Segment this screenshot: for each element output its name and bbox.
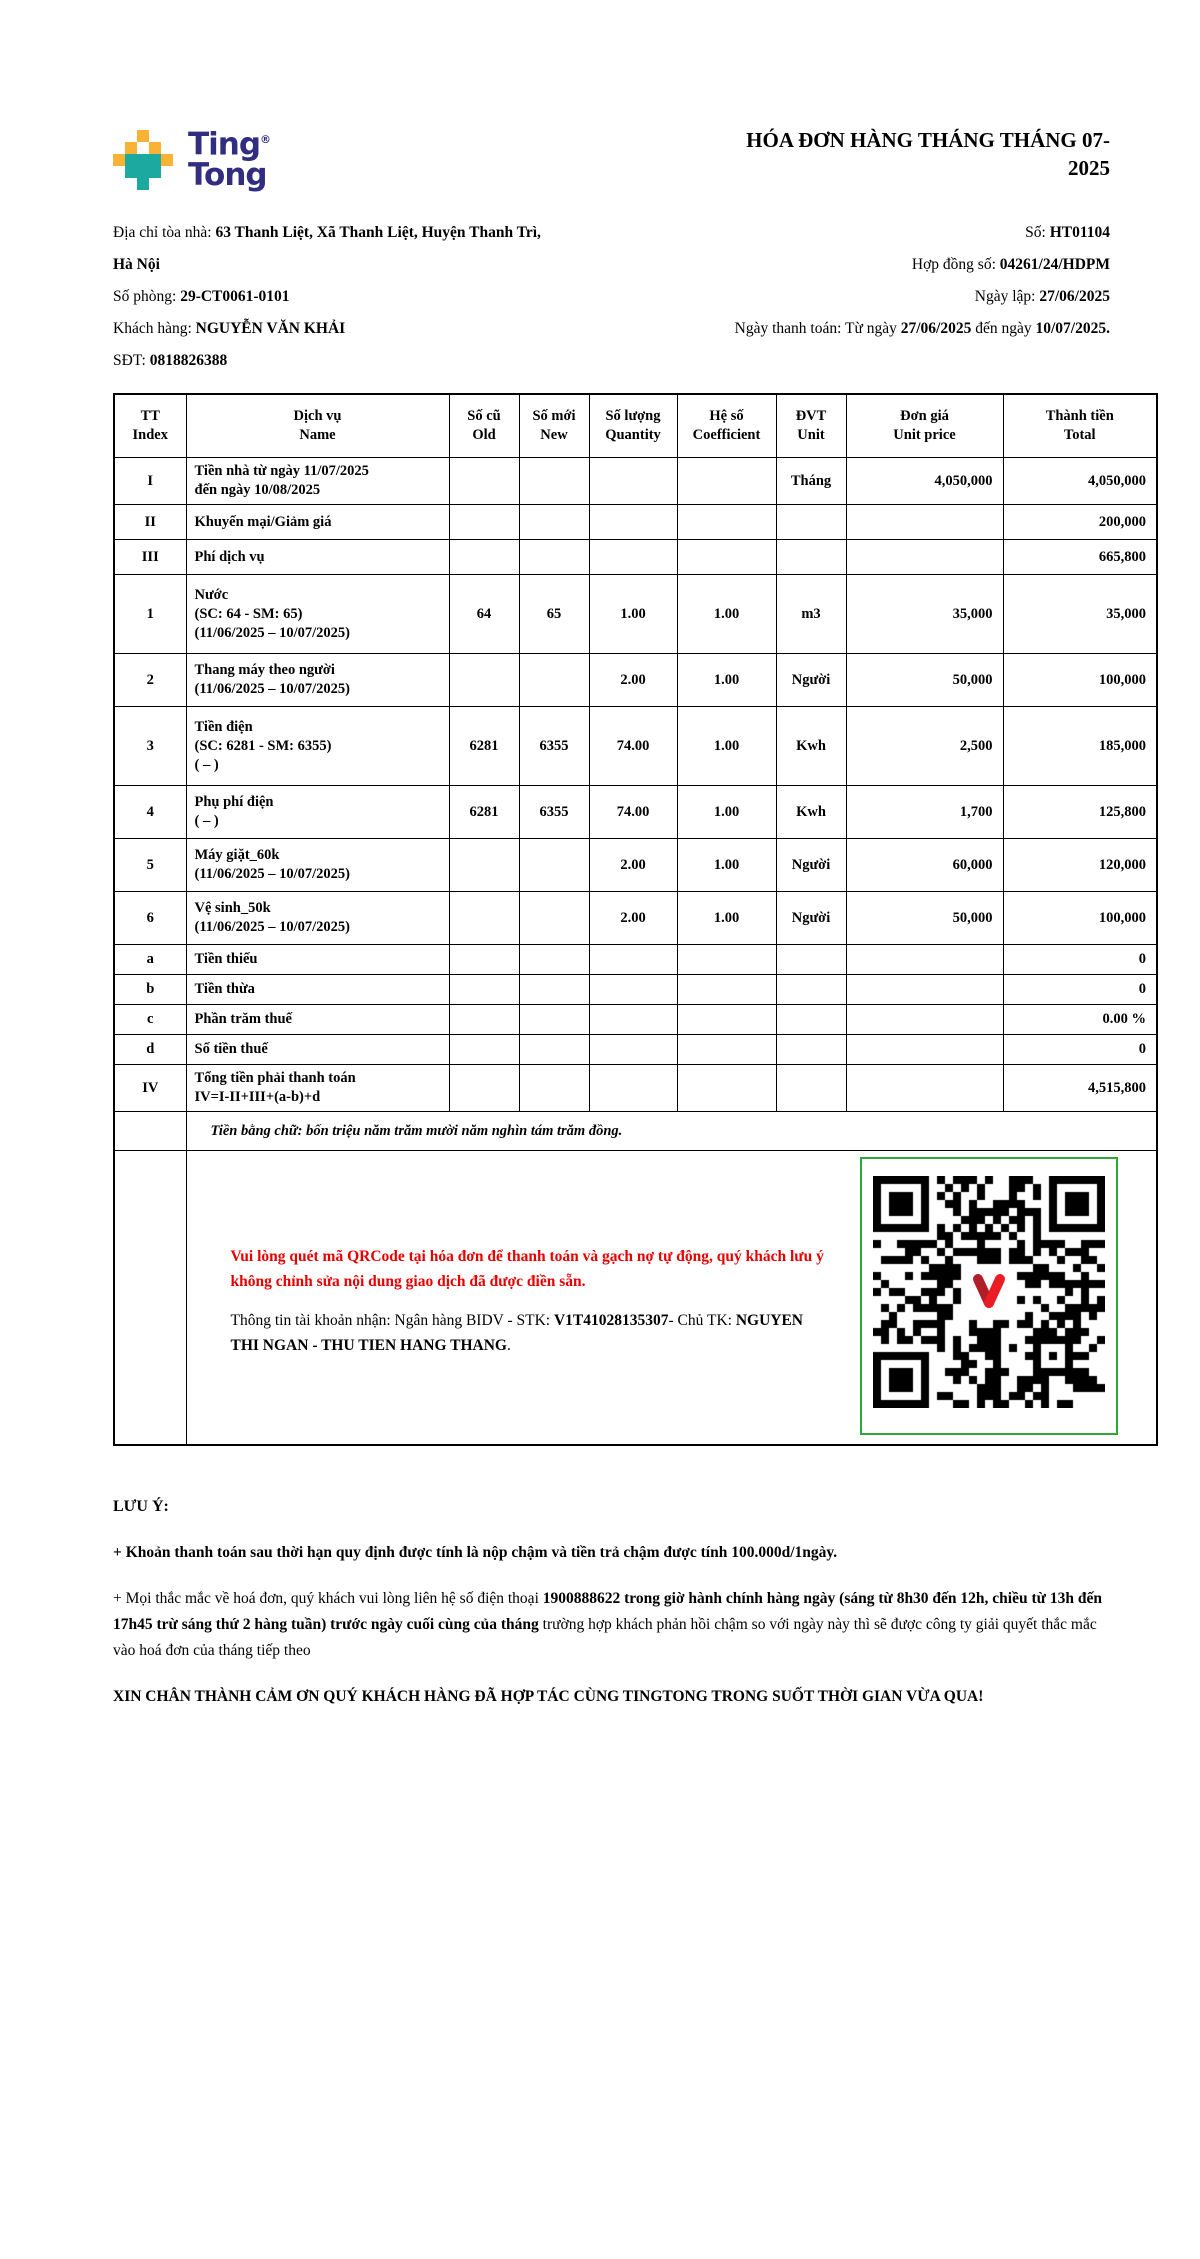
cell-unit: m3: [776, 575, 846, 654]
cell-coefficient: [677, 540, 776, 575]
invoice-title-line2: 2025: [1068, 156, 1110, 180]
cell-old-reading: [449, 1065, 519, 1112]
table-row: [114, 975, 1157, 1005]
qr-code-box: [860, 1157, 1118, 1435]
cell-index: 6: [114, 892, 186, 945]
cell-unit: Tháng: [776, 458, 846, 505]
table-header-cell: ĐVT Unit: [776, 394, 846, 458]
amount-in-words: Tiền bằng chữ: bốn triệu năm trăm mười năm nghìn tám trăm đồng.: [186, 1112, 1157, 1151]
cell-quantity: [589, 975, 677, 1005]
cell-old-reading: [449, 540, 519, 575]
invoice-meta: [113, 217, 1110, 377]
late-payment-note: + Khoản thanh toán sau thời hạn quy định được tính là nộp chậm và tiền trả chậm được tính 100.000d/1ngày.: [113, 1544, 838, 1562]
cell-new-reading: [519, 892, 589, 945]
cell-total: 120,000: [1003, 839, 1157, 892]
hotline-number: 1900888622: [542, 1590, 621, 1608]
invoice-numbers: [603, 217, 1110, 377]
cell-unit: Người: [776, 892, 846, 945]
cell-unit: [776, 1005, 846, 1035]
cell-index: b: [114, 975, 186, 1005]
cell-unit-price: 1,700: [846, 786, 1003, 839]
contract-number: Hợp đồng số: 04261/24/HDPM: [911, 256, 1110, 274]
cell-total: 665,800: [1003, 540, 1157, 575]
logo-pixel: [161, 154, 173, 166]
cell-old-reading: [449, 654, 519, 707]
logo-pixel: [125, 142, 137, 154]
cell-new-reading: 65: [519, 575, 589, 654]
cell-unit-price: 35,000: [846, 575, 1003, 654]
cell-unit-price: 4,050,000: [846, 458, 1003, 505]
qr-row: [114, 1151, 1157, 1446]
cell-new-reading: [519, 945, 589, 975]
cell-old-reading: 6281: [449, 707, 519, 786]
cell-old-reading: [449, 945, 519, 975]
table-row: [114, 654, 1157, 707]
logo-word-1: Ting: [188, 126, 261, 163]
cell-index: II: [114, 505, 186, 540]
cell-old-reading: 64: [449, 575, 519, 654]
cell-coefficient: 1.00: [677, 839, 776, 892]
table-header-cell: Số lượng Quantity: [589, 394, 677, 458]
customer-name: Khách hàng: NGUYỄN VĂN KHẢI: [113, 320, 346, 338]
cell-unit-price: 50,000: [846, 654, 1003, 707]
table-header-cell: Số cũ Old: [449, 394, 519, 458]
cell-total: 0.00 %: [1003, 1005, 1157, 1035]
table-row: [114, 505, 1157, 540]
cell-old-reading: [449, 505, 519, 540]
logo-pixel: [149, 142, 161, 154]
cell-unit: Kwh: [776, 707, 846, 786]
cell-total: 100,000: [1003, 654, 1157, 707]
cell-total: 125,800: [1003, 786, 1157, 839]
cell-coefficient: [677, 945, 776, 975]
cell-quantity: 2.00: [589, 839, 677, 892]
building-address-line2: Hà Nội: [113, 256, 160, 274]
cell-unit: [776, 540, 846, 575]
cell-new-reading: [519, 505, 589, 540]
payment-instructions: [187, 1151, 861, 1444]
cell-quantity: 74.00: [589, 707, 677, 786]
cell-unit-price: [846, 1065, 1003, 1112]
cell-coefficient: [677, 1065, 776, 1112]
cell-unit-price: 2,500: [846, 707, 1003, 786]
table-header-cell: TT Index: [114, 394, 186, 458]
cell-coefficient: 1.00: [677, 575, 776, 654]
cell-total: 100,000: [1003, 892, 1157, 945]
cell-unit: [776, 1065, 846, 1112]
customer-phone: SĐT: 0818826388: [113, 352, 228, 370]
cell-new-reading: [519, 1065, 589, 1112]
cell-unit-price: [846, 945, 1003, 975]
table-row: [114, 1005, 1157, 1035]
cell-index: 5: [114, 839, 186, 892]
cell-quantity: 2.00: [589, 654, 677, 707]
table-row: [114, 945, 1157, 975]
vietqr-v-icon: [963, 1266, 1015, 1318]
qr-warning-text: Vui lòng quét mã QRCode tại hóa đơn để thanh toán và gạch nợ tự động, quý khách lưu ý không chỉnh sửa nội dung giao dịch đã được điền sẵn.: [230, 1248, 824, 1291]
account-number: V1T41028135307: [553, 1312, 669, 1330]
cell-coefficient: [677, 505, 776, 540]
cell-new-reading: [519, 458, 589, 505]
cell-coefficient: 1.00: [677, 786, 776, 839]
cell-index: I: [114, 458, 186, 505]
cell-service-name: Phần trăm thuế: [186, 1005, 449, 1035]
cell-total: 185,000: [1003, 707, 1157, 786]
hotline-note: + Mọi thắc mắc về hoá đơn, quý khách vui lòng liên hệ số điện thoại 1900888622 trong giờ hành chính hàng ngày (sáng từ 8h30 đến 12h, chiều từ 13h đến 17h45 trừ sáng thứ 2 hàng tuần) trước ngày cuối cùng của tháng trường hợp khách phản hồi chậm so với ngày này thì sẽ được công ty giải quyết thắc mắc vào hoá đơn của tháng tiếp theo: [113, 1590, 1102, 1660]
cell-old-reading: [449, 458, 519, 505]
header: [113, 118, 1110, 194]
logo-pixel: [137, 130, 149, 142]
cell-service-name: Nước (SC: 64 - SM: 65) (11/06/2025 – 10/07/2025): [186, 575, 449, 654]
bank-account-info: Thông tin tài khoản nhận: Ngân hàng BIDV - STK: V1T41028135307- Chủ TK: NGUYEN THI NGAN - THU TIEN HANG THANG.: [230, 1312, 803, 1355]
cell-service-name: Tiền thiếu: [186, 945, 449, 975]
logo-pixel: [137, 178, 149, 190]
cell-service-name: Tiền nhà từ ngày 11/07/2025 đến ngày 10/08/2025: [186, 458, 449, 505]
empty-cell: [114, 1151, 186, 1446]
cell-index: 3: [114, 707, 186, 786]
cell-old-reading: 6281: [449, 786, 519, 839]
issue-date: Ngày lập: 27/06/2025: [974, 288, 1110, 306]
table-header-cell: Thành tiền Total: [1003, 394, 1157, 458]
building-address: Địa chỉ tòa nhà: 63 Thanh Liệt, Xã Thanh Liệt, Huyện Thanh Trì,: [113, 224, 541, 242]
cell-index: 4: [114, 786, 186, 839]
cell-total: 4,050,000: [1003, 458, 1157, 505]
tingtong-logo-icon: [113, 130, 173, 190]
cell-total: 0: [1003, 1035, 1157, 1065]
invoice-title-line1: HÓA ĐƠN HÀNG THÁNG THÁNG 07-: [746, 128, 1110, 152]
cell-index: III: [114, 540, 186, 575]
invoice-title: [670, 126, 1110, 182]
cell-coefficient: 1.00: [677, 707, 776, 786]
cell-new-reading: [519, 540, 589, 575]
registered-mark: ®: [260, 133, 272, 146]
cell-index: c: [114, 1005, 186, 1035]
cell-index: 1: [114, 575, 186, 654]
cell-index: 2: [114, 654, 186, 707]
tingtong-logo-text: [188, 124, 272, 194]
cell-quantity: [589, 1065, 677, 1112]
notes-heading: LƯU Ý:: [113, 1498, 169, 1516]
cell-service-name: Máy giặt_60k (11/06/2025 – 10/07/2025): [186, 839, 449, 892]
cell-old-reading: [449, 892, 519, 945]
cell-index: IV: [114, 1065, 186, 1112]
cell-new-reading: [519, 1035, 589, 1065]
cell-new-reading: [519, 975, 589, 1005]
table-row: [114, 707, 1157, 786]
cell-service-name: Tổng tiền phải thanh toán IV=I-II+III+(a-b)+d: [186, 1065, 449, 1112]
cell-new-reading: [519, 1005, 589, 1035]
amount-in-words-row: [114, 1112, 1157, 1151]
cell-new-reading: 6355: [519, 786, 589, 839]
thanks-message: XIN CHÂN THÀNH CẢM ƠN QUÝ KHÁCH HÀNG ĐÃ HỢP TÁC CÙNG TINGTONG TRONG SUỐT THỜI GIAN VỪA QUA!: [113, 1688, 984, 1706]
cell-old-reading: [449, 975, 519, 1005]
table-row: [114, 575, 1157, 654]
table-row: [114, 1035, 1157, 1065]
cell-quantity: 2.00: [589, 892, 677, 945]
cell-unit: Người: [776, 654, 846, 707]
cell-service-name: Khuyến mại/Giảm giá: [186, 505, 449, 540]
cell-quantity: [589, 458, 677, 505]
cell-old-reading: [449, 839, 519, 892]
logo-word-2: Tong: [188, 157, 267, 194]
cell-quantity: [589, 1035, 677, 1065]
cell-unit-price: [846, 1005, 1003, 1035]
cell-index: a: [114, 945, 186, 975]
cell-old-reading: [449, 1005, 519, 1035]
table-row: [114, 540, 1157, 575]
cell-unit: Người: [776, 839, 846, 892]
cell-total: 200,000: [1003, 505, 1157, 540]
cell-coefficient: 1.00: [677, 892, 776, 945]
cell-service-name: Tiền điện (SC: 6281 - SM: 6355) ( – ): [186, 707, 449, 786]
table-row: [114, 892, 1157, 945]
customer-info: [113, 217, 603, 377]
cell-unit-price: 60,000: [846, 839, 1003, 892]
cell-old-reading: [449, 1035, 519, 1065]
cell-coefficient: [677, 1005, 776, 1035]
cell-total: 0: [1003, 975, 1157, 1005]
cell-new-reading: [519, 654, 589, 707]
cell-quantity: [589, 1005, 677, 1035]
cell-quantity: 74.00: [589, 786, 677, 839]
cell-service-name: Tiền thừa: [186, 975, 449, 1005]
payment-period: Ngày thanh toán: Từ ngày 27/06/2025 đến ngày 10/07/2025.: [734, 320, 1110, 338]
room-number: Số phòng: 29-CT0061-0101: [113, 288, 290, 306]
cell-quantity: [589, 505, 677, 540]
table-row: [114, 1065, 1157, 1112]
table-row: [114, 839, 1157, 892]
table-header-cell: Số mới New: [519, 394, 589, 458]
account-holder: NGUYEN THI NGAN - THU TIEN HANG THANG: [230, 1312, 803, 1355]
cell-unit-price: [846, 540, 1003, 575]
cell-unit-price: [846, 975, 1003, 1005]
cell-unit: Kwh: [776, 786, 846, 839]
invoice-content: [113, 118, 1156, 1710]
footer-notes: [113, 1494, 1113, 1710]
table-row: [114, 458, 1157, 505]
cell-total: 4,515,800: [1003, 1065, 1157, 1112]
cell-coefficient: [677, 1035, 776, 1065]
cell-unit: [776, 945, 846, 975]
cell-new-reading: [519, 839, 589, 892]
cell-service-name: Vệ sinh_50k (11/06/2025 – 10/07/2025): [186, 892, 449, 945]
table-row: [114, 786, 1157, 839]
cell-coefficient: 1.00: [677, 654, 776, 707]
table-header-cell: Hệ số Coefficient: [677, 394, 776, 458]
logo-pixel: [125, 154, 161, 178]
cell-service-name: Phí dịch vụ: [186, 540, 449, 575]
cell-unit-price: [846, 505, 1003, 540]
invoice-number: Số: HT01104: [1025, 224, 1110, 242]
table-header-row: [114, 394, 1157, 458]
cell-coefficient: [677, 975, 776, 1005]
logo-pixel: [113, 154, 125, 166]
cell-new-reading: 6355: [519, 707, 589, 786]
cell-quantity: 1.00: [589, 575, 677, 654]
table-header-cell: Đơn giá Unit price: [846, 394, 1003, 458]
cell-unit: [776, 1035, 846, 1065]
cell-service-name: Thang máy theo người (11/06/2025 – 10/07/2025): [186, 654, 449, 707]
cell-total: 35,000: [1003, 575, 1157, 654]
cell-quantity: [589, 540, 677, 575]
cell-unit-price: [846, 1035, 1003, 1065]
cell-index: d: [114, 1035, 186, 1065]
table-header-cell: Dịch vụ Name: [186, 394, 449, 458]
empty-cell: [114, 1112, 186, 1151]
cell-unit-price: 50,000: [846, 892, 1003, 945]
cell-unit: [776, 505, 846, 540]
cell-unit: [776, 975, 846, 1005]
invoice-table: [113, 393, 1158, 1446]
cell-service-name: Số tiền thuế: [186, 1035, 449, 1065]
cell-total: 0: [1003, 945, 1157, 975]
cell-service-name: Phụ phí điện ( – ): [186, 786, 449, 839]
cell-quantity: [589, 945, 677, 975]
qr-payment-cell: [186, 1151, 1157, 1446]
tingtong-logo: [113, 118, 272, 194]
cell-coefficient: [677, 458, 776, 505]
